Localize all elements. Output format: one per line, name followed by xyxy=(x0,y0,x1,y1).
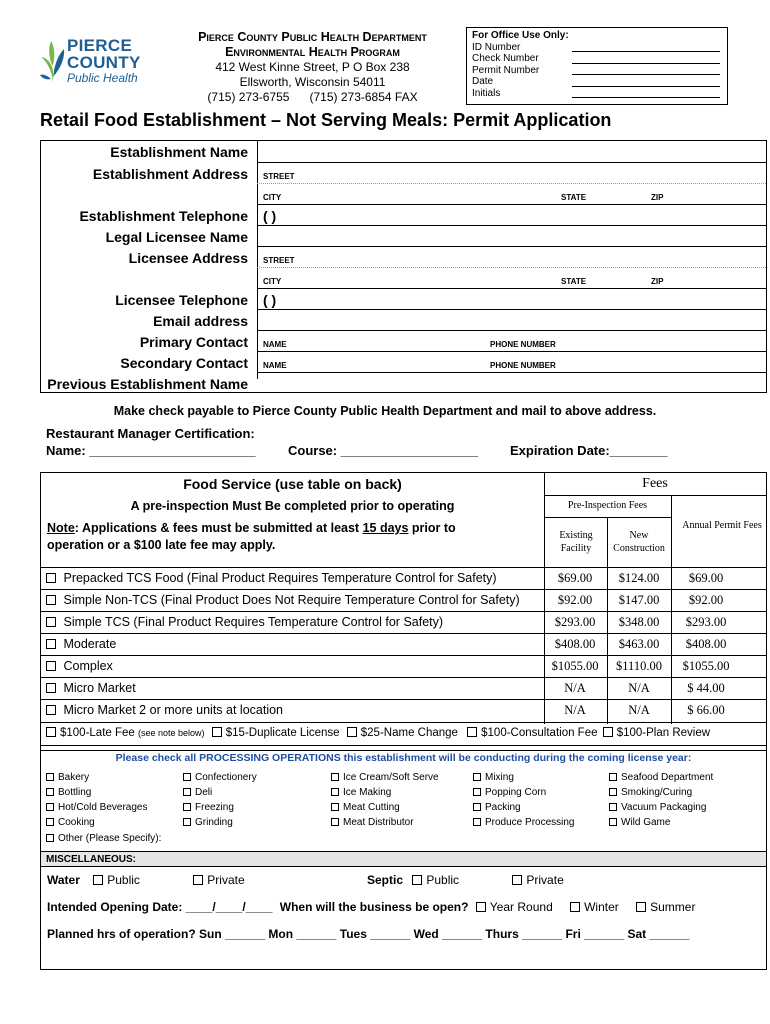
option-label: Packing xyxy=(485,802,521,813)
row-line xyxy=(257,330,766,331)
processing-option[interactable] xyxy=(609,785,713,800)
processing-heading: Please check all PROCESSING OPERATIONS this establishment will be conducting during the coming license year: xyxy=(115,752,692,764)
cert-heading: Restaurant Manager Certification: xyxy=(46,426,255,441)
logo-line2: COUNTY xyxy=(67,53,141,72)
food-row-text: Simple TCS (Final Product Requires Temperature Control for Safety) xyxy=(63,615,444,629)
new-fee: N/A xyxy=(628,681,650,695)
checkbox-icon[interactable] xyxy=(46,727,56,737)
fees-line xyxy=(544,517,671,518)
food-row[interactable] xyxy=(41,655,766,678)
secondary-contact-label: Secondary Contact xyxy=(120,355,248,371)
food-row[interactable] xyxy=(41,699,766,724)
street-label: STREET xyxy=(263,256,295,265)
licensee-address-label: Licensee Address xyxy=(128,250,248,266)
zip-label: ZIP xyxy=(651,193,664,202)
food-row-text: Prepacked TCS Food (Final Product Requires Temperature Control for Safety) xyxy=(63,571,497,585)
program-name: Environmental Health Program xyxy=(225,45,400,59)
zip-label: ZIP xyxy=(651,277,664,286)
option-label: Other (Please Specify): xyxy=(58,833,162,844)
office-field[interactable] xyxy=(472,65,722,77)
checkbox-icon[interactable] xyxy=(46,683,56,693)
food-row-label xyxy=(46,659,113,673)
city-label: CITY xyxy=(263,193,282,202)
food-row-label xyxy=(46,571,497,585)
office-use-box xyxy=(466,27,728,105)
checkbox-icon[interactable] xyxy=(183,773,191,781)
processing-option[interactable] xyxy=(473,785,575,800)
office-field-line xyxy=(572,97,720,98)
option-label: Grinding xyxy=(195,817,233,828)
late-fee-note: (see note below) xyxy=(138,728,205,738)
row-line xyxy=(257,309,766,310)
septic-label: Septic xyxy=(367,873,404,887)
checkbox-icon[interactable] xyxy=(183,818,191,826)
existing-fee: N/A xyxy=(564,703,586,717)
checkbox-icon[interactable] xyxy=(46,773,54,781)
row-line xyxy=(257,288,766,289)
email-label: Email address xyxy=(153,313,248,329)
checkbox-icon[interactable] xyxy=(46,595,56,605)
checkbox-icon[interactable] xyxy=(473,773,481,781)
year-round-option: Year Round xyxy=(489,900,553,914)
note-line2: operation or a $100 late fee may apply. xyxy=(47,538,276,552)
water-label: Water xyxy=(47,873,80,887)
processing-option[interactable] xyxy=(183,800,257,815)
checkbox-icon[interactable] xyxy=(46,661,56,671)
processing-option[interactable] xyxy=(473,815,575,830)
option-label: Hot/Cold Beverages xyxy=(58,802,148,813)
note-label: Note xyxy=(47,521,75,535)
food-row-label xyxy=(46,615,443,629)
office-field-line xyxy=(572,86,720,87)
primary-contact-label: Primary Contact xyxy=(139,334,248,350)
office-field-label: Initials xyxy=(472,87,501,99)
phone-line xyxy=(170,90,455,105)
office-field[interactable] xyxy=(472,76,722,88)
processing-option[interactable] xyxy=(331,770,439,785)
licensee-telephone-label: Licensee Telephone xyxy=(115,292,248,308)
state-label: STATE xyxy=(561,193,587,202)
processing-option[interactable] xyxy=(46,815,148,830)
establishment-table xyxy=(40,140,767,393)
opening-date-field[interactable]: Intended Opening Date: ____/____/____ xyxy=(47,900,273,914)
water-row xyxy=(47,873,245,887)
checkbox-icon[interactable] xyxy=(183,788,191,796)
checkbox-icon[interactable] xyxy=(473,788,481,796)
processing-option[interactable] xyxy=(331,785,439,800)
when-open-label: When will the business be open? xyxy=(279,900,469,914)
annual-fee: $ 66.00 xyxy=(687,703,725,717)
name-change-option: $25-Name Change xyxy=(360,727,458,739)
checkbox-icon[interactable] xyxy=(183,803,191,811)
sub-line xyxy=(257,267,766,268)
septic-private: Private xyxy=(526,873,564,887)
planned-hours-field[interactable]: Planned hrs of operation? Sun ______ Mon ______ Tues ______ Wed ______ Thurs ______ Fri ______ Sat ______ xyxy=(47,927,690,941)
pierce-county-logo xyxy=(40,37,150,87)
septic-public: Public xyxy=(426,873,460,887)
address-line2: Ellsworth, Wisconsin 54011 xyxy=(239,75,386,89)
checkbox-icon[interactable] xyxy=(570,902,580,912)
checkbox-icon[interactable] xyxy=(46,818,54,826)
logo-line3: Public Health xyxy=(67,71,138,85)
office-field-label: Date xyxy=(472,76,494,87)
option-label: Ice Cream/Soft Serve xyxy=(343,772,439,783)
existing-fee: $92.00 xyxy=(557,593,593,607)
preinspection-note: A pre-inspection Must Be completed prior to operating xyxy=(130,499,455,513)
phone-paren[interactable]: ( ) xyxy=(263,292,277,308)
miscellaneous-section xyxy=(40,852,767,970)
food-row[interactable] xyxy=(41,633,766,656)
checkbox-icon[interactable] xyxy=(46,639,56,649)
option-label: Ice Making xyxy=(343,787,392,798)
office-field-line xyxy=(572,74,720,75)
annual-fee: $92.00 xyxy=(688,593,724,607)
fees-line xyxy=(544,495,766,496)
checkbox-icon[interactable] xyxy=(473,803,481,811)
name-label: NAME xyxy=(263,340,287,349)
row-line xyxy=(257,204,766,205)
processing-option[interactable] xyxy=(473,800,575,815)
new-fee: N/A xyxy=(628,703,650,717)
logo-line1: PIERCE xyxy=(67,36,133,55)
checkbox-icon[interactable] xyxy=(476,902,486,912)
annual-fee: $ 44.00 xyxy=(687,681,725,695)
water-public: Public xyxy=(107,873,140,887)
note-text: : Applications & fees must be submitted at least xyxy=(74,521,363,535)
option-label: Confectionery xyxy=(195,772,257,783)
office-field-line xyxy=(572,63,720,64)
processing-option[interactable] xyxy=(183,785,257,800)
checkbox-icon[interactable] xyxy=(46,834,54,842)
checkbox-icon[interactable] xyxy=(46,705,56,715)
checkbox-icon[interactable] xyxy=(636,902,646,912)
food-row-label xyxy=(46,681,136,695)
processing-option[interactable] xyxy=(473,770,575,785)
fees-title: Fees xyxy=(642,476,668,491)
summer-option: Summer xyxy=(650,900,696,914)
other-option[interactable] xyxy=(46,833,161,844)
food-service-title: Food Service (use table on back) xyxy=(183,476,402,492)
checkbox-icon[interactable] xyxy=(46,617,56,627)
payable-note: Make check payable to Pierce County Public Health Department and mail to above address. xyxy=(113,404,657,418)
sub-line xyxy=(257,183,766,184)
checkbox-icon[interactable] xyxy=(212,727,222,737)
cert-name-field[interactable]: Name: _______________________ xyxy=(46,443,256,458)
processing-column-4 xyxy=(473,770,575,830)
option-label: Vacuum Packaging xyxy=(621,802,707,813)
checkbox-icon[interactable] xyxy=(331,773,339,781)
office-use-title: For Office Use Only: xyxy=(472,30,569,41)
checkbox-icon[interactable] xyxy=(46,803,54,811)
processing-column-5 xyxy=(609,770,713,830)
cert-course-field[interactable]: Course: ___________________ xyxy=(288,443,479,458)
option-label: Seafood Department xyxy=(621,772,714,783)
option-label: Bakery xyxy=(58,772,90,783)
processing-option[interactable] xyxy=(46,770,148,785)
preinspection-fees-header: Pre-Inspection Fees xyxy=(567,500,648,511)
duplicate-license-option: $15-Duplicate License xyxy=(225,727,340,739)
food-row[interactable] xyxy=(41,677,766,700)
option-label: Freezing xyxy=(195,802,234,813)
checkbox-icon[interactable] xyxy=(603,727,613,737)
food-row[interactable] xyxy=(41,611,766,634)
office-field[interactable] xyxy=(472,53,722,65)
processing-option[interactable] xyxy=(183,770,257,785)
office-field-label: Check Number xyxy=(472,53,539,64)
checkbox-icon[interactable] xyxy=(347,727,357,737)
previous-establishment-label: Previous Establishment Name xyxy=(47,376,248,392)
address-line1: 412 West Kinne Street, P O Box 238 xyxy=(215,60,410,74)
new-fee: $1110.00 xyxy=(616,659,662,673)
annual-fee: $408.00 xyxy=(685,637,727,651)
food-row[interactable] xyxy=(41,567,766,590)
table-divider xyxy=(257,141,258,379)
consultation-fee-option: $100-Consultation Fee xyxy=(481,727,598,739)
option-label: Meat Cutting xyxy=(343,802,400,813)
option-label: Popping Corn xyxy=(485,787,547,798)
food-row-text: Micro Market xyxy=(63,681,136,695)
processing-option[interactable] xyxy=(609,770,713,785)
checkbox-icon[interactable] xyxy=(331,788,339,796)
opening-row xyxy=(47,900,695,914)
option-label: Meat Distributor xyxy=(343,817,414,828)
checkbox-icon[interactable] xyxy=(331,818,339,826)
option-label: Cooking xyxy=(58,817,95,828)
late-fee-note xyxy=(47,520,456,554)
office-field-label: Permit Number xyxy=(472,64,540,76)
existing-fee: $293.00 xyxy=(554,615,596,629)
food-row-label xyxy=(46,593,520,607)
page-title: Retail Food Establishment – Not Serving Meals: Permit Application xyxy=(40,110,612,130)
row-line xyxy=(257,162,766,163)
processing-column-1 xyxy=(46,770,148,830)
food-row-text: Moderate xyxy=(63,637,117,651)
checkbox-icon[interactable] xyxy=(609,818,617,826)
checkbox-icon[interactable] xyxy=(331,803,339,811)
office-field[interactable] xyxy=(472,42,722,54)
checkbox-icon[interactable] xyxy=(473,818,481,826)
name-label: NAME xyxy=(263,361,287,370)
late-fee-option: $100-Late Fee xyxy=(60,727,135,739)
leaf-logo-icon xyxy=(40,39,66,85)
legal-licensee-label: Legal Licensee Name xyxy=(105,229,248,245)
option-label: Deli xyxy=(195,787,213,798)
new-construction-header: New Construction xyxy=(613,530,665,554)
option-label: Wild Game xyxy=(621,817,671,828)
department-info xyxy=(170,30,455,105)
phone: (715) 273-6755 xyxy=(207,90,290,104)
annual-permit-header: Annual Permit Fees xyxy=(682,520,762,531)
food-row-text: Complex xyxy=(63,659,113,673)
logo-text xyxy=(67,37,141,71)
checkbox-icon[interactable] xyxy=(609,788,617,796)
phone-number-label: PHONE NUMBER xyxy=(490,340,556,349)
note-days: 15 days xyxy=(362,521,409,535)
state-label: STATE xyxy=(561,277,587,286)
checkbox-icon[interactable] xyxy=(193,875,203,885)
processing-option[interactable] xyxy=(183,815,257,830)
fax: (715) 273-6854 FAX xyxy=(309,90,418,104)
existing-facility-header: Existing Facility xyxy=(559,530,593,554)
checkbox-icon[interactable] xyxy=(46,573,56,583)
processing-operations xyxy=(40,746,767,852)
processing-column-2 xyxy=(183,770,257,830)
processing-option[interactable] xyxy=(609,800,713,815)
cert-expiration-field[interactable]: Expiration Date:________ xyxy=(510,443,668,458)
checkbox-icon[interactable] xyxy=(467,727,477,737)
checkbox-icon[interactable] xyxy=(93,875,103,885)
checkbox-icon[interactable] xyxy=(46,788,54,796)
option-label: Bottling xyxy=(58,787,92,798)
establishment-telephone-label: Establishment Telephone xyxy=(79,208,248,224)
checkbox-icon[interactable] xyxy=(609,803,617,811)
annual-fee: $293.00 xyxy=(685,615,727,629)
note-text: prior to xyxy=(408,521,456,535)
checkbox-icon[interactable] xyxy=(412,875,422,885)
row-line xyxy=(257,246,766,247)
existing-fee: $69.00 xyxy=(557,571,593,585)
processing-column-3 xyxy=(331,770,439,830)
misc-heading: MISCELLANEOUS: xyxy=(41,852,766,867)
food-row-label xyxy=(46,703,283,717)
new-fee: $463.00 xyxy=(618,637,660,651)
option-label: Smoking/Curing xyxy=(621,787,693,798)
existing-fee: $1055.00 xyxy=(551,659,599,673)
septic-row xyxy=(367,873,564,887)
office-field-line xyxy=(572,51,720,52)
annual-fee: $69.00 xyxy=(688,571,724,585)
new-fee: $124.00 xyxy=(618,571,660,585)
fee-options-row xyxy=(40,723,767,746)
processing-option[interactable] xyxy=(331,815,439,830)
establishment-name-label: Establishment Name xyxy=(110,144,248,160)
option-label: Mixing xyxy=(485,772,514,783)
annual-fee: $1055.00 xyxy=(682,659,730,673)
street-label: STREET xyxy=(263,172,295,181)
winter-option: Winter xyxy=(584,900,619,914)
processing-option[interactable] xyxy=(331,800,439,815)
checkbox-icon[interactable] xyxy=(609,773,617,781)
processing-option[interactable] xyxy=(46,800,148,815)
checkbox-icon[interactable] xyxy=(512,875,522,885)
processing-option[interactable] xyxy=(609,815,713,830)
department-name: Pierce County Public Health Department xyxy=(198,30,427,44)
office-field[interactable] xyxy=(472,88,722,100)
row-line xyxy=(257,225,766,226)
existing-fee: $408.00 xyxy=(554,637,596,651)
new-fee: $147.00 xyxy=(618,593,660,607)
water-private: Private xyxy=(207,873,245,887)
food-row-text: Simple Non-TCS (Final Product Does Not Require Temperature Control for Safety) xyxy=(63,593,520,607)
processing-option[interactable] xyxy=(46,785,148,800)
new-fee: $348.00 xyxy=(618,615,660,629)
establishment-address-label: Establishment Address xyxy=(92,166,248,182)
phone-number-label: PHONE NUMBER xyxy=(490,361,556,370)
option-label: Produce Processing xyxy=(485,817,575,828)
row-line xyxy=(257,372,766,373)
food-row[interactable] xyxy=(41,589,766,612)
food-row-label xyxy=(46,637,116,651)
office-field-label: ID Number xyxy=(472,41,521,53)
city-label: CITY xyxy=(263,277,282,286)
section-line xyxy=(41,750,766,751)
phone-paren[interactable]: ( ) xyxy=(263,208,277,224)
existing-fee: N/A xyxy=(564,681,586,695)
plan-review-option: $100-Plan Review xyxy=(616,727,711,739)
row-line xyxy=(257,351,766,352)
food-service-table xyxy=(40,472,767,723)
food-row-text: Micro Market 2 or more units at location xyxy=(63,703,284,717)
